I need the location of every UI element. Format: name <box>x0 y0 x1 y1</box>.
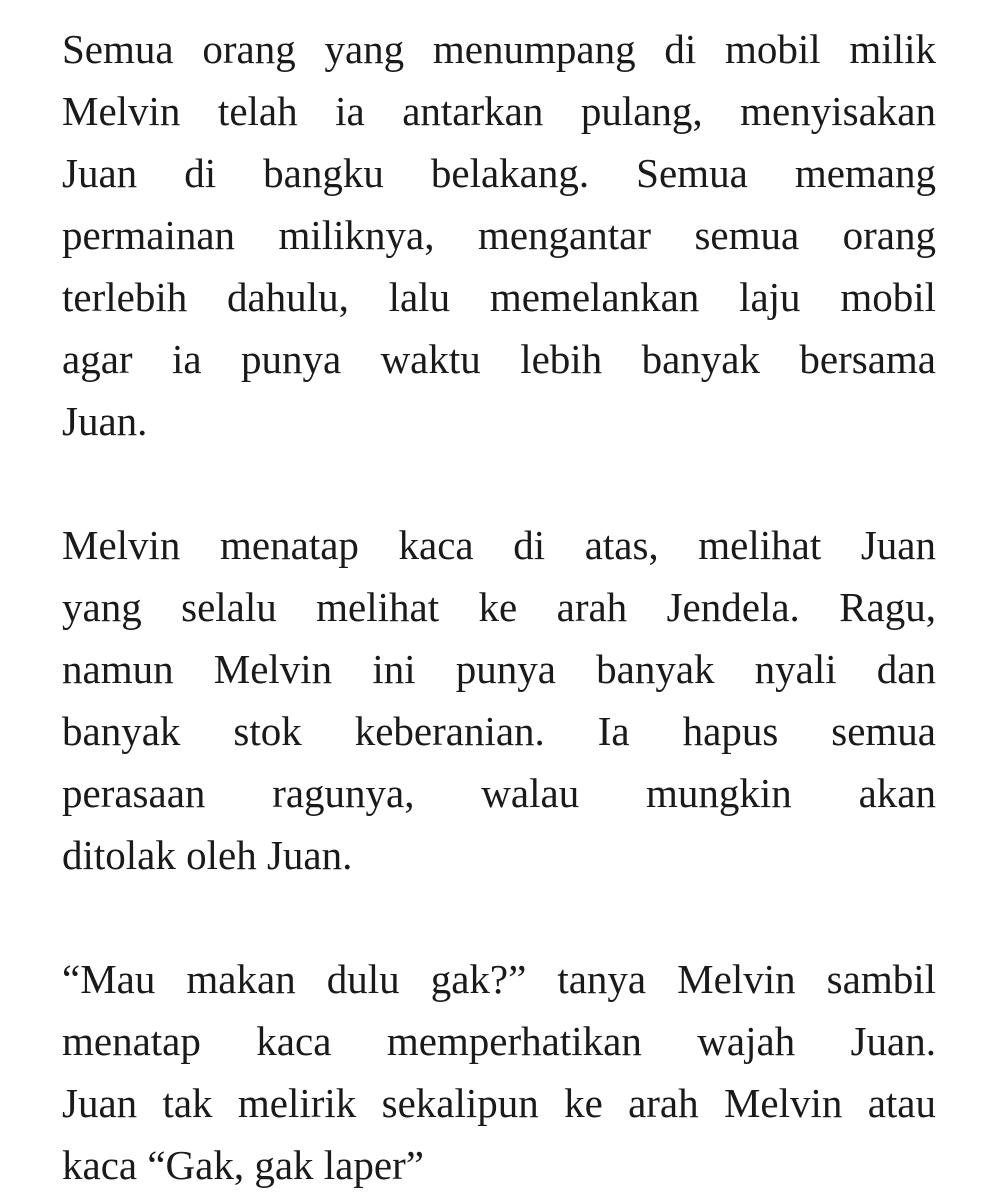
text-line: ditolak oleh Juan. <box>62 832 353 878</box>
text-line: kaca “Gak, gak laper” <box>62 1142 424 1188</box>
paragraph-2 <box>62 514 936 886</box>
text-line: Melvin telah ia antarkan pulang, menyisakan <box>62 88 936 134</box>
text-line: Melvin menatap kaca di atas, melihat Juan <box>62 522 936 568</box>
paragraph-3 <box>62 948 936 1196</box>
text-line: agar ia punya waktu lebih banyak bersama <box>62 336 936 382</box>
text-line: “Mau makan dulu gak?” tanya Melvin sambil <box>62 956 936 1002</box>
text-line: permainan miliknya, mengantar semua orang <box>62 212 936 258</box>
text-line: perasaan ragunya, walau mungkin akan <box>62 770 936 816</box>
text-line: Juan di bangku belakang. Semua memang <box>62 150 936 196</box>
text-line: namun Melvin ini punya banyak nyali dan <box>62 646 936 692</box>
text-line: terlebih dahulu, lalu memelankan laju mobil <box>62 274 936 320</box>
text-line: menatap kaca memperhatikan wajah Juan. <box>62 1018 936 1064</box>
document-page <box>62 18 936 1196</box>
text-line: Juan. <box>62 398 148 444</box>
text-line: Semua orang yang menumpang di mobil milik <box>62 26 936 72</box>
paragraph-1 <box>62 18 936 452</box>
text-line: banyak stok keberanian. Ia hapus semua <box>62 708 936 754</box>
text-line: Juan tak melirik sekalipun ke arah Melvin atau <box>62 1080 936 1126</box>
text-line: yang selalu melihat ke arah Jendela. Ragu, <box>62 584 936 630</box>
